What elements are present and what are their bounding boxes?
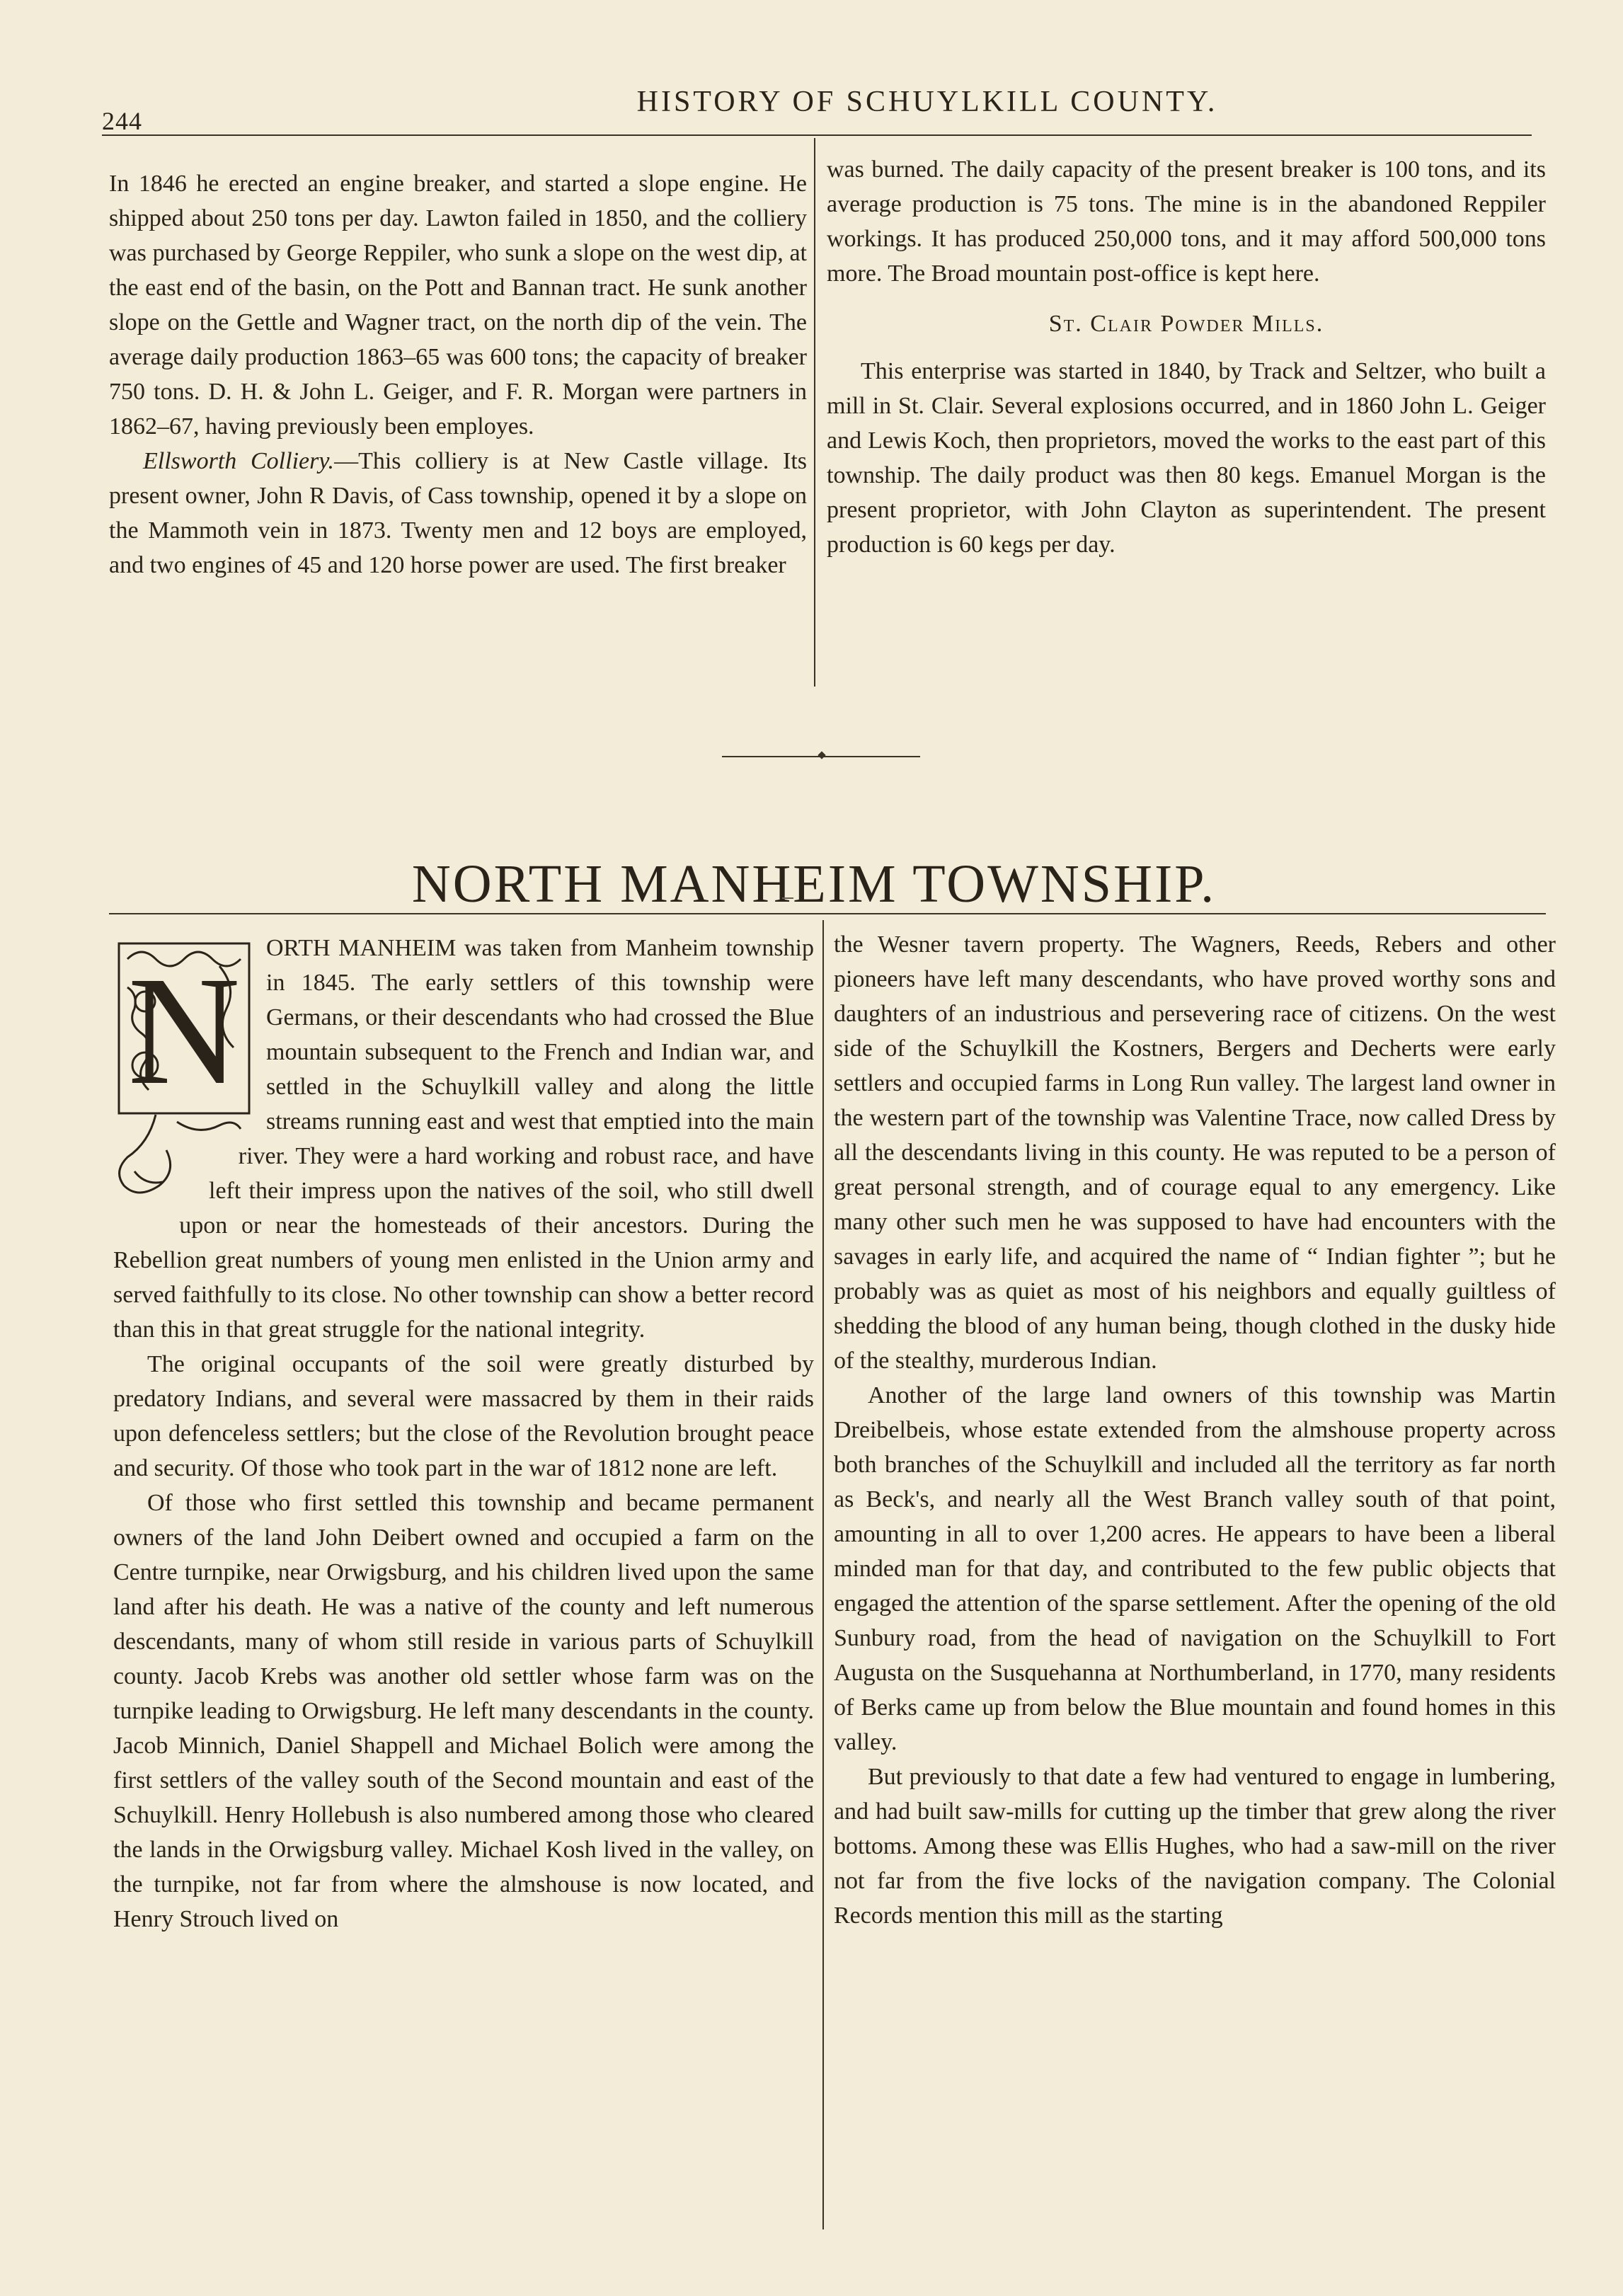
top-right-column — [827, 152, 1546, 562]
paragraph: This enterprise was started in 1840, by Track and Seltzer, who built a mill in St. Clair. Several explosions occurred, and in 1860 John L. Geiger and Lewis Koch, then proprietors, moved the works to the east part of this township. The daily product was then 80 kegs. Emanuel Morgan is the present proprietor, with John Clayton as superintendent. The present production is 60 kegs per day. — [827, 358, 1546, 558]
column-divider-bottom — [822, 920, 824, 2229]
svg-text:N: N — [127, 944, 241, 1117]
subheading: St. Clair Powder Mills. — [1048, 311, 1324, 337]
title-tick — [782, 897, 793, 899]
title-rule — [109, 913, 1546, 914]
paragraph: the Wesner tavern property. The Wagners, Reeds, Rebers and other pioneers have left many descendants, who have proved worthy sons and daughters of an industrious and persevering race of citizens. On the west side of the Schuylkill the Kostners, Bergers and Decherts were early settlers and occupied farms in Long Run valley. The largest land owner in the western part of the township was Valentine Trace, now called Dress by all the descendants living in this county. He was reputed to be a person of great personal strength, and of courage equal to any emergency. Like many other such men he was supposed to have had encounters with the savages in early life, and acquired the name of “ Indian fighter ”; but he probably was as quiet as most of his neighbors and equally guiltless of shedding the blood of any human being, though clothed in the dusky hide of the stealthy, murderous Indian. — [834, 931, 1556, 1374]
header-rule — [102, 134, 1532, 136]
paragraph: In 1846 he erected an engine breaker, and started a slope engine. He shipped about 250 tons per day. Lawton failed in 1850, and the colliery was purchased by George Reppiler, who sunk a slope on the west dip, at the east end of the basin, on the Pott and Bannan tract. He sunk another slope on the Gettle and Wagner tract, on the north dip of the vein. The average daily production 1863–65 was 600 tons; the capacity of breaker 750 tons. D. H. & John L. Geiger, and F. R. Morgan were partners in 1862–67, having previously been employes. — [109, 171, 807, 440]
top-left-column — [109, 166, 807, 582]
paragraph: Of those who first settled this township and became permanent owners of the land John Deibert owned and occupied a farm on the Centre turnpike, near Orwigsburg, and his children lived upon the same land after his death. He was a native of the county and left numerous descendants, many of whom still reside in various parts of Schuylkill county. Jacob Krebs was another old settler whose farm was on the turnpike leading to Orwigsburg. He left many descendants in the county. Jacob Minnich, Daniel Shappell and Michael Bolich were among the first settlers of the valley south of the Second mountain and east of the Schuylkill. Henry Hollebush is also numbered among those who cleared the lands in the Orwigsburg valley. Michael Kosh lived in the valley, on the turnpike, not far from where the almshouse is now located, and Henry Strouch lived on — [113, 1490, 814, 1932]
column-divider-top — [814, 138, 815, 687]
colliery-name: Ellsworth Colliery. — [143, 448, 335, 474]
dropcap-n-icon — [113, 938, 255, 1214]
paragraph: The original occupants of the soil were greatly disturbed by predatory Indians, and several were massacred by them in their raids upon defenceless settlers; but the close of the Revolution brought peace and security. Of those who took part in the war of 1812 none are left. — [113, 1351, 814, 1481]
ornamental-dropcap — [113, 938, 255, 1214]
running-head: HISTORY OF SCHUYLKILL COUNTY. — [636, 86, 1218, 118]
paragraph: But previously to that date a few had ventured to engage in lumbering, and had built saw-mills for cutting up the timber that grew along the river bottoms. Among these was Ellis Hughes, who had a saw-mill on the river not far from the five locks of the navigation company. The Colonial Records mention this mill as the starting — [834, 1764, 1556, 1929]
paragraph: was burned. The daily capacity of the present breaker is 100 tons, and its average production is 75 tons. The mine is in the abandoned Reppiler workings. It has produced 250,000 tons, and it may afford 500,000 tons more. The Broad mountain post-office is kept here. — [827, 156, 1546, 287]
section-title: NORTH MANHEIM TOWNSHIP. — [411, 854, 1217, 914]
paragraph: Another of the large land owners of this township was Martin Dreibelbeis, whose estate extended from the almshouse property across both branches of the Schuylkill and included all the territory as far north as Beck's, and nearly all the West Branch valley south of that point, amounting in all to over 1,200 acres. He appears to have been a liberal minded man for that day, and contributed to the few public objects that engaged the attention of the sparse settlement. After the opening of the old Sunbury road, from the head of navigation on the Schuylkill to Fort Augusta on the Susquehanna at Northumberland, in 1770, many residents of Berks came up from below the Blue mountain and found homes in this valley. — [834, 1382, 1556, 1755]
paragraph: ORTH MANHEIM was taken from Manheim township in 1845. The early settlers of this township were Germans, or their descendants who had crossed the Blue mountain subsequent to the French and Indian war, and settled in the Schuylkill valley and along the little streams running east and west that emptied into the main river. They were a hard working and robust race, and have left their impress upon the natives of the soil, who still dwell upon or near the homesteads of their ancestors. During the Rebellion great numbers of young men enlisted in the Union army and served faithfully to its close. No other township can show a better record than this in that great struggle for the national integrity. — [113, 935, 814, 1343]
paragraph-text: —This colliery is at New Castle village. Its present owner, John R Davis, of Cass township, opened it by a slope on the Mammoth vein in 1873. Twenty men and 12 boys are employed, and two engines of 45 and 120 horse power are used. The first breaker — [109, 448, 807, 578]
paragraph — [109, 444, 807, 582]
page-number: 244 — [102, 107, 142, 135]
bottom-left-column — [113, 931, 814, 1936]
bottom-right-column — [834, 927, 1556, 1933]
ornament-diamond — [818, 751, 825, 759]
